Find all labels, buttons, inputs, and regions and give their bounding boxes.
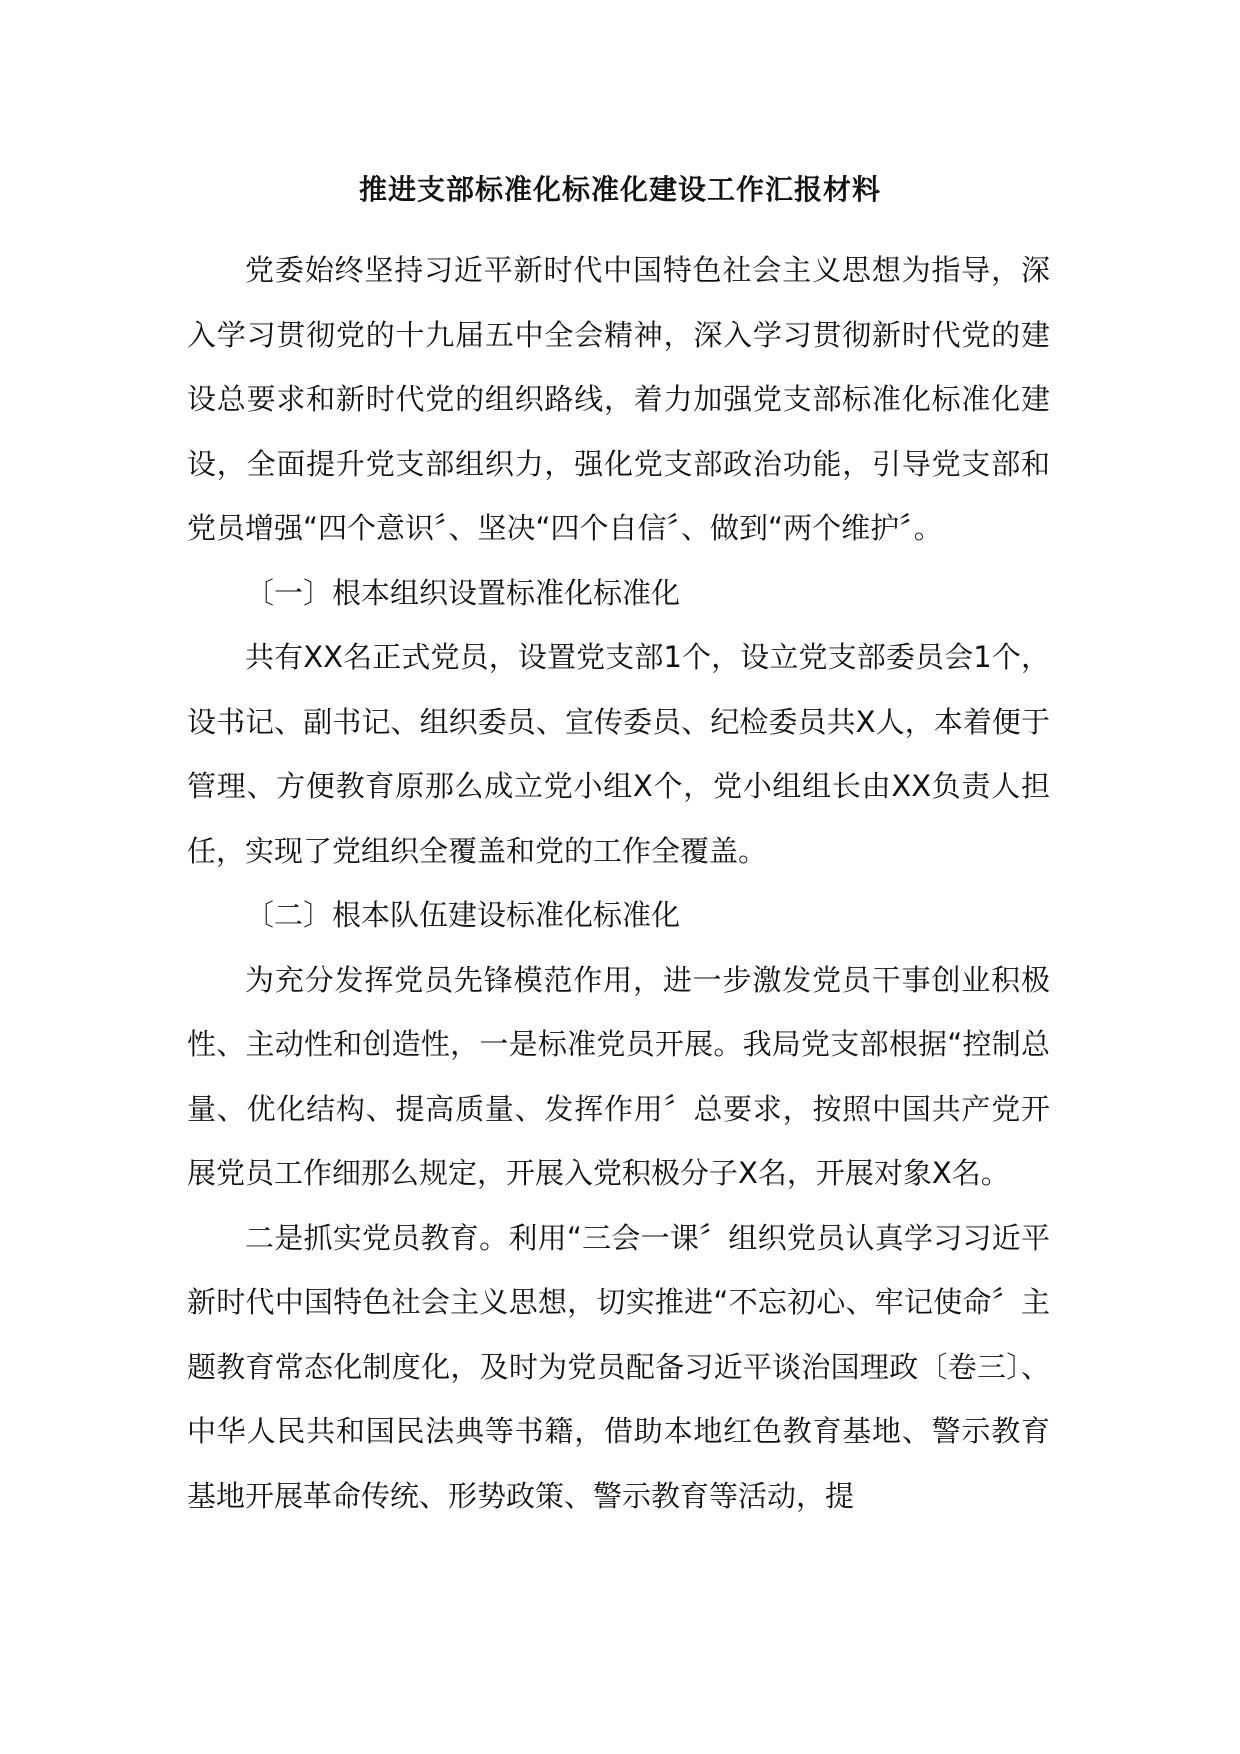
section-heading-2: 〔二〕根本队伍建设标准化标准化 xyxy=(245,898,681,932)
document-body xyxy=(187,238,1050,1528)
section-2-paragraph-1: 为充分发挥党员先锋模范作用，进一步激发党员干事创业积极性、主动性和创造性，一是标准党员开展。我局党支部根据“控制总量、优化结构、提高质量、发挥作用〞总要求，按照中国共产党开展党员工作细那么规定，开展入党积极分子X名，开展对象X名。 xyxy=(187,962,1050,1190)
document-title: 推进支部标准化标准化建设工作汇报材料 xyxy=(358,173,881,206)
section-heading-1: 〔一〕根本组织设置标准化标准化 xyxy=(245,575,681,610)
section-1-paragraph: 共有XX名正式党员，设置党支部1个，设立党支部委员会1个，设书记、副书记、组织委员、宣传委员、纪检委员共X人，本着便于管理、方便教育原那么成立党小组X个，党小组组长由XX负责人担任，实现了党组织全覆盖和党的工作全覆盖。 xyxy=(187,640,1050,868)
intro-paragraph: 党委始终坚持习近平新时代中国特色社会主义思想为指导，深入学习贯彻党的十九届五中全会精神，深入学习贯彻新时代党的建设总要求和新时代党的组织路线，着力加强党支部标准化标准化建设，全面提升党支部组织力，强化党支部政治功能，引导党支部和党员增强“四个意识〞、坚决“四个自信〞、做到“两个维护〞。 xyxy=(187,253,1050,545)
section-2-paragraph-2: 二是抓实党员教育。利用“三会一课〞组织党员认真学习习近平新时代中国特色社会主义思想，切实推进“不忘初心、牢记使命〞主题教育常态化制度化，及时为党员配备习近平谈治国理政〔卷三〕、中华人民共和国民法典等书籍，借助本地红色教育基地、警示教育基地开展革命传统、形势政策、警示教育等活动，提 xyxy=(187,1220,1050,1513)
